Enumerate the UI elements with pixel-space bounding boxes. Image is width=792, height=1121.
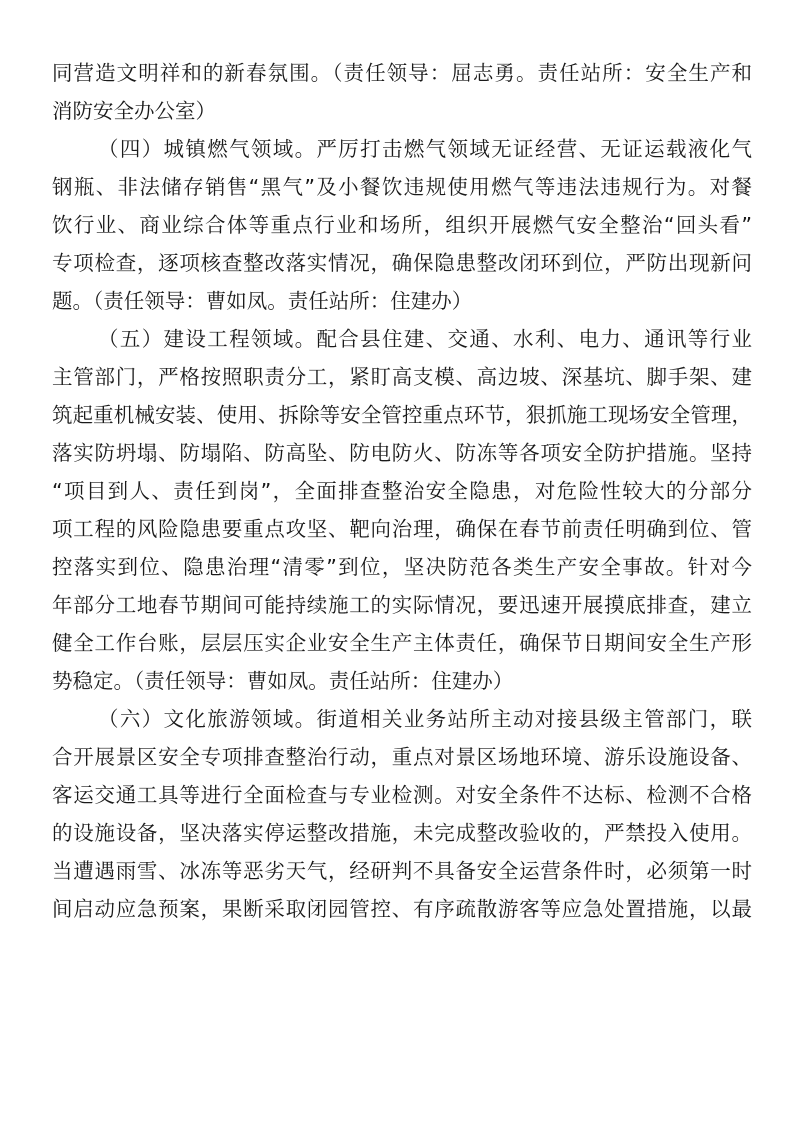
text-line: 的设施设备，坚决落实停运整改措施，未完成整改验收的，严禁投入使用。 [52,821,752,845]
text-line: 饮行业、商业综合体等重点行业和场所，组织开展燃气安全整治“回头看” [52,213,752,237]
text-line: 题。（责任领导：曹如凤。责任站所：住建办） [52,289,473,313]
text-line: 当遭遇雨雪、冰冻等恶劣天气，经研判不具备安全运营条件时，必须第一时 [52,859,752,883]
text-line: 主管部门，严格按照职责分工，紧盯高支模、高边坡、深基坑、脚手架、建 [52,365,752,389]
text-line: “项目到人、责任到岗”，全面排查整治安全隐患，对危险性较大的分部分 [52,479,752,503]
section-heading-line: （四）城镇燃气领域。严厉打击燃气领域无证经营、无证运载液化气 [98,137,752,161]
text-line: 势稳定。（责任领导：曹如凤。责任站所：住建办） [52,669,514,693]
text-line: 专项检查，逐项核查整改落实情况，确保隐患整改闭环到位，严防出现新问 [52,251,752,275]
text-line: 控落实到位、隐患治理“清零”到位，坚决防范各类生产安全事故。针对今 [52,555,752,579]
text-line: 筑起重机械安装、使用、拆除等安全管控重点环节，狠抓施工现场安全管理， [52,403,752,427]
section-heading-line: （五）建设工程领域。配合县住建、交通、水利、电力、通讯等行业 [98,327,752,351]
text-line: 项工程的风险隐患要重点攻坚、靶向治理，确保在春节前责任明确到位、管 [52,517,752,541]
text-line: 客运交通工具等进行全面检查与专业检测。对安全条件不达标、检测不合格 [52,783,752,807]
text-line: 落实防坍塌、防塌陷、防高坠、防电防火、防冻等各项安全防护措施。坚持 [52,441,752,465]
section-heading-line: （六）文化旅游领域。街道相关业务站所主动对接县级主管部门，联 [98,707,752,731]
text-line: 健全工作台账，层层压实企业安全生产主体责任，确保节日期间安全生产形 [52,631,752,655]
text-line: 年部分工地春节期间可能持续施工的实际情况，要迅速开展摸底排查，建立 [52,593,752,617]
text-line: 消防安全办公室） [52,99,216,123]
text-line: 钢瓶、非法储存销售“黑气”及小餐饮违规使用燃气等违法违规行为。对餐 [52,175,752,199]
text-line: 合开展景区安全专项排查整治行动，重点对景区场地环境、游乐设施设备、 [52,745,752,769]
text-line: 同营造文明祥和的新春氛围。（责任领导：屈志勇。责任站所：安全生产和 [52,61,752,85]
text-line: 间启动应急预案，果断采取闭园管控、有序疏散游客等应急处置措施，以最 [52,897,752,921]
